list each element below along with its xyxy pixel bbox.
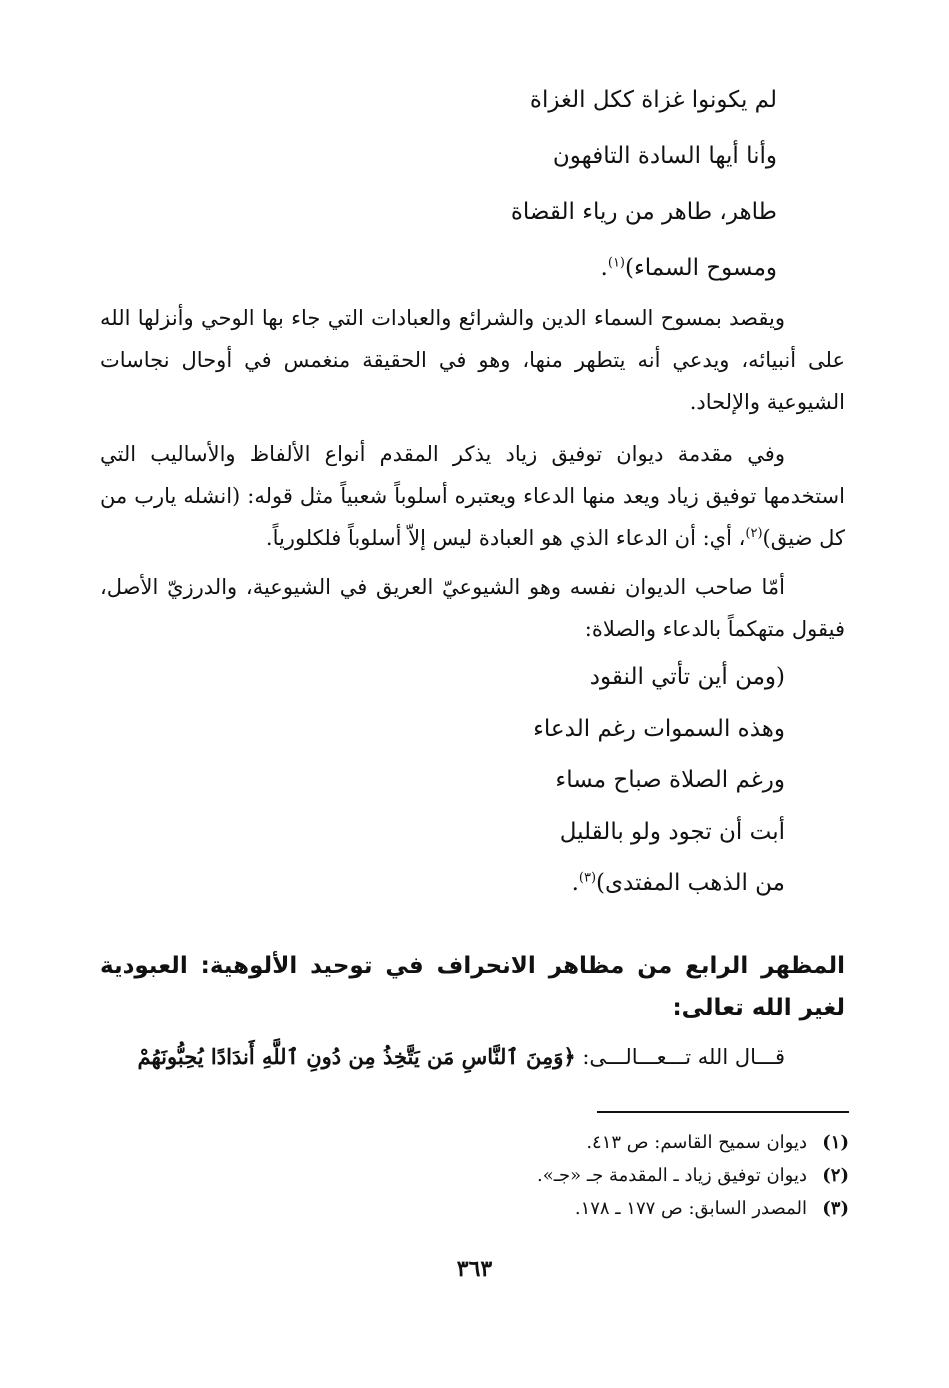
- poem-line-text: من الذهب المفتدى): [596, 870, 785, 896]
- footnote-item: [537, 1126, 849, 1159]
- footnote-number: (٣): [822, 1198, 849, 1219]
- poem-line: وأنا أيها السادة التافهون: [552, 143, 777, 169]
- paragraph: [100, 433, 845, 559]
- poem-line: [511, 240, 777, 296]
- footnote-text: ديوان توفيق زياد ـ المقدمة جـ «جـ».: [537, 1165, 807, 1186]
- footnote-item: [537, 1159, 849, 1192]
- poem-line: (ومن أين تأتي النقود: [589, 664, 785, 690]
- footnote-ref: (٣): [578, 870, 597, 886]
- poem-end-dot: .: [600, 255, 608, 281]
- poem-line: لم يكونوا غزاة ككل الغزاة: [529, 87, 777, 113]
- poem-block-1: [511, 72, 777, 296]
- footnote-number: (٢): [822, 1165, 849, 1186]
- poem-line: أبت أن تجود ولو بالقليل: [559, 818, 785, 845]
- poem-line: وهذه السموات رغم الدعاء: [533, 715, 785, 742]
- poem-line: طاهر، طاهر من رياء القضاة: [510, 199, 777, 225]
- poem-line: ورغم الصلاة صباح مساء: [555, 767, 785, 793]
- footnote-ref: (١): [607, 255, 625, 271]
- paragraph-text: أمّا صاحب الديوان نفسه وهو الشيوعيّ العريق في الشيوعية، والدرزيّ الأصل، فيقول متهكماً بالدعاء والصلاة:: [100, 575, 845, 641]
- footnote-divider: [597, 1111, 849, 1113]
- poem-line: [533, 858, 785, 910]
- footnote-item: [537, 1192, 849, 1225]
- paragraph-text: ، أي: أن الدعاء الذي هو العبادة ليس إلاّ أسلوباً فلكلورياً.: [265, 526, 746, 550]
- paragraph: [100, 297, 845, 423]
- footnote-number: (١): [822, 1132, 849, 1153]
- poem-block-2: [533, 652, 785, 910]
- paragraph-text: وفي مقدمة ديوان توفيق زياد يذكر المقدم أنواع الألفاظ والأساليب التي استخدمها توفيق زياد ويعد منها الدعاء ويعتبره أسلوباً شعبياً مثل قوله: (انشله يارب من كل ضيق): [100, 442, 845, 550]
- footnote-ref: (٢): [745, 526, 763, 541]
- footnotes: [537, 1126, 849, 1225]
- footnote-text: المصدر السابق: ص ١٧٧ ـ ١٧٨.: [574, 1198, 807, 1219]
- quran-verse: ﴿وَمِنَ ٱلنَّاسِ مَن يَتَّخِذُ مِن دُونِ ٱللَّهِ أَندَادًا يُحِبُّونَهُمْ: [137, 1044, 576, 1069]
- quran-citation: [100, 1036, 845, 1078]
- footnote-text: ديوان سميح القاسم: ص ٤١٣.: [586, 1132, 807, 1153]
- paragraph-text: ويقصد بمسوح السماء الدين والشرائع والعبادات التي جاء بها الوحي وأنزلها الله على أنبيائه، ويدعي أنه يتطهر منها، وهو في الحقيقة منغمس في أوحال نجاسات الشيوعية والإلحاد.: [100, 306, 845, 414]
- poem-line-text: ومسوح السماء): [625, 255, 777, 281]
- section-heading: المظهر الرابع من مظاهر الانحراف في توحيد الألوهية: العبودية لغير الله تعالى:: [100, 953, 845, 1021]
- page-number: ٣٦٣: [456, 1256, 493, 1282]
- paragraph: [100, 566, 845, 650]
- poem-end-dot: .: [571, 870, 579, 896]
- quran-intro: قـــال الله تـــعـــالـــى:: [582, 1045, 785, 1069]
